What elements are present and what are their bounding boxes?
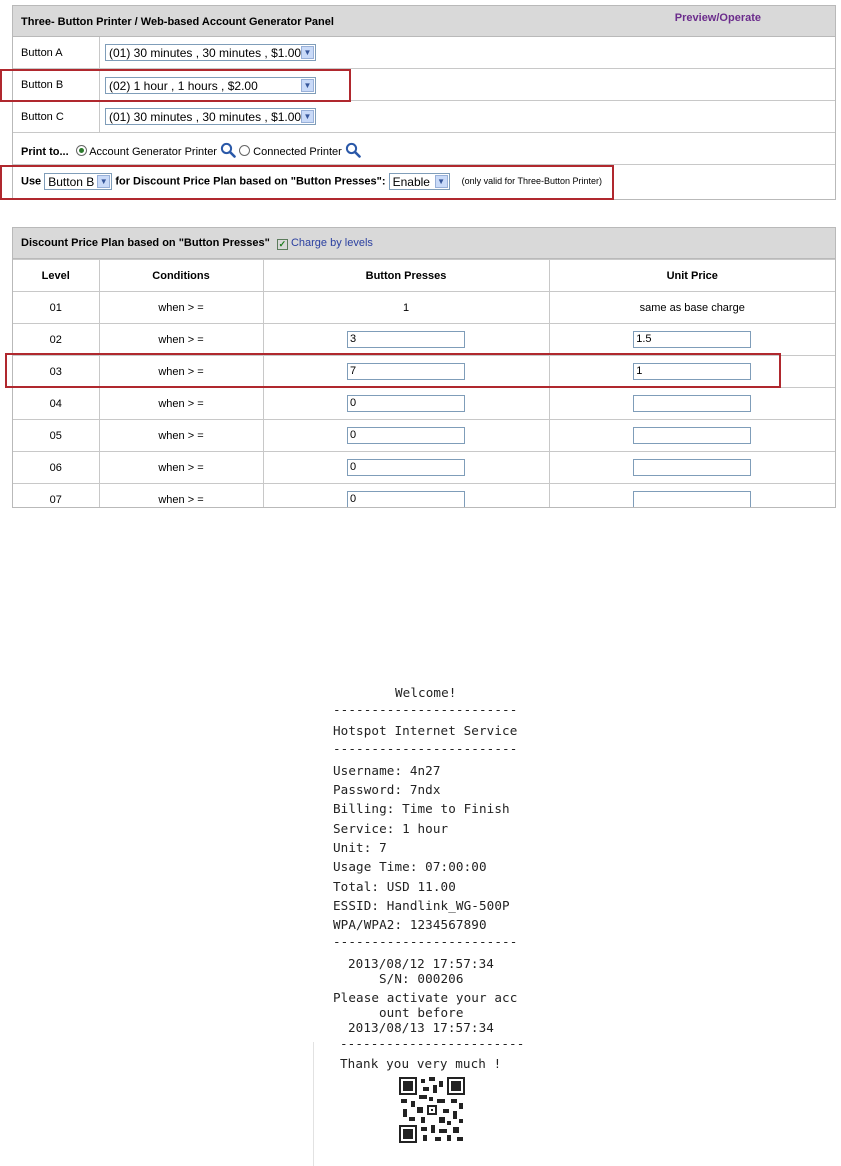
col-conditions: Conditions: [99, 260, 263, 292]
chevron-down-icon: ▼: [97, 175, 110, 188]
price-input[interactable]: 1: [633, 363, 751, 380]
level-cell: 04: [13, 388, 99, 420]
highlight-button-b: [0, 69, 351, 102]
price-input[interactable]: [633, 395, 751, 412]
price-input[interactable]: [633, 491, 751, 508]
receipt-total: Total: USD 11.00: [333, 879, 456, 894]
level-cell: 05: [13, 420, 99, 452]
receipt-activate-line2: ount before: [379, 1005, 464, 1020]
col-unit-price: Unit Price: [549, 260, 835, 292]
receipt-wpa: WPA/WPA2: 1234567890: [333, 917, 487, 932]
presses-input[interactable]: 0: [347, 459, 465, 476]
condition-cell: when > =: [99, 452, 263, 484]
table-row: [13, 292, 835, 324]
qr-code-icon: [399, 1077, 465, 1143]
chevron-down-icon: ▼: [301, 79, 314, 92]
presses-input[interactable]: 3: [347, 331, 465, 348]
panel2-title: Discount Price Plan based on "Button Presses": [21, 237, 270, 249]
note-text: (only valid for Three-Button Printer): [461, 176, 603, 187]
highlight-level-03: [5, 353, 781, 388]
condition-cell: when > =: [99, 356, 263, 388]
receipt-thanks: Thank you very much !: [340, 1056, 502, 1071]
button-b-label: Button B: [21, 79, 64, 91]
price-input[interactable]: [633, 427, 751, 444]
chevron-down-icon: ▼: [435, 175, 448, 188]
level-cell: 02: [13, 324, 99, 356]
button-a-label: Button A: [21, 47, 63, 59]
table-header-row: [13, 260, 835, 292]
receipt-essid: ESSID: Handlink_WG-500P: [333, 898, 510, 913]
receipt-date-expire: 2013/08/13 17:57:34: [348, 1020, 494, 1035]
condition-cell: when > =: [99, 484, 263, 509]
price-input[interactable]: [633, 459, 751, 476]
receipt-password: Password: 7ndx: [333, 782, 441, 797]
receipt-unit: Unit: 7: [333, 840, 387, 855]
receipt-activate-line1: Please activate your acc: [333, 990, 518, 1005]
presses-input[interactable]: 7: [347, 363, 465, 380]
condition-cell: when > =: [99, 324, 263, 356]
receipt-service-name: Hotspot Internet Service: [333, 723, 518, 738]
charge-by-levels-label: Charge by levels: [290, 237, 373, 249]
receipt-billing: Billing: Time to Finish: [333, 801, 510, 816]
presses-input[interactable]: 0: [347, 427, 465, 444]
price-input[interactable]: 1.5: [633, 331, 751, 348]
chevron-down-icon: ▼: [301, 46, 314, 59]
receipt-serial: S/N: 000206: [379, 971, 464, 986]
level-cell: 01: [13, 292, 99, 324]
enable-value: Enable: [392, 175, 430, 189]
button-c-select[interactable]: [105, 108, 316, 125]
presses-cell: 1: [263, 292, 549, 324]
magnifier-icon[interactable]: [345, 142, 361, 158]
receipt-divider: ------------------------: [333, 934, 518, 949]
printed-receipt: [313, 672, 533, 1166]
presses-input[interactable]: 0: [347, 395, 465, 412]
connected-printer-label: Connected Printer: [253, 146, 342, 158]
table-row: [13, 420, 835, 452]
receipt-divider: ------------------------: [333, 741, 518, 756]
button-a-select[interactable]: [105, 44, 316, 61]
button-b-value: (02) 1 hour , 1 hours , $2.00: [109, 79, 258, 93]
receipt-welcome: Welcome!: [395, 685, 457, 700]
receipt-divider: ------------------------: [340, 1036, 525, 1051]
use-label: Use: [21, 175, 42, 188]
button-c-value: (01) 30 minutes , 30 minutes , $1.00: [109, 110, 302, 124]
button-c-row: [13, 101, 835, 133]
presses-input[interactable]: 0: [347, 491, 465, 508]
panel-header: [13, 6, 835, 37]
condition-cell: when > =: [99, 388, 263, 420]
discount-description: for Discount Price Plan based on "Button Presses":: [115, 175, 386, 188]
level-cell: 03: [13, 356, 99, 388]
receipt-service: Service: 1 hour: [333, 821, 449, 836]
account-generator-radio[interactable]: [76, 145, 87, 156]
table-row: [13, 324, 835, 356]
button-a-value: (01) 30 minutes , 30 minutes , $1.00: [109, 46, 302, 60]
receipt-date-issued: 2013/08/12 17:57:34: [348, 956, 494, 971]
price-cell: same as base charge: [549, 292, 835, 324]
chevron-down-icon: ▼: [301, 110, 314, 123]
receipt-username: Username: 4n27: [333, 763, 441, 778]
table-row: [13, 388, 835, 420]
button-a-row: [13, 37, 835, 69]
receipt-divider: ------------------------: [333, 702, 518, 717]
col-button-presses: Button Presses: [263, 260, 549, 292]
discount-button-value: Button B: [48, 175, 95, 189]
account-generator-label: Account Generator Printer: [89, 146, 217, 158]
print-to-label: Print to...: [21, 146, 69, 158]
condition-cell: when > =: [99, 420, 263, 452]
table-row: [13, 484, 835, 509]
col-level: Level: [13, 260, 99, 292]
highlight-discount-row: [0, 165, 614, 200]
table-row: [13, 452, 835, 484]
panel-title: Three- Button Printer / Web-based Account Generator Panel: [21, 16, 334, 28]
condition-cell: when > =: [99, 292, 263, 324]
charge-by-levels-checkbox[interactable]: ✓: [278, 239, 287, 249]
button-c-label: Button C: [21, 111, 64, 123]
panel2-header: [13, 228, 835, 259]
level-cell: 06: [13, 452, 99, 484]
magnifier-icon[interactable]: [220, 142, 236, 158]
preview-operate-link[interactable]: Preview/Operate: [674, 12, 761, 24]
connected-printer-radio[interactable]: [239, 145, 250, 156]
receipt-usage-time: Usage Time: 07:00:00: [333, 859, 487, 874]
print-to-row: [13, 133, 835, 165]
level-cell: 07: [13, 484, 99, 509]
